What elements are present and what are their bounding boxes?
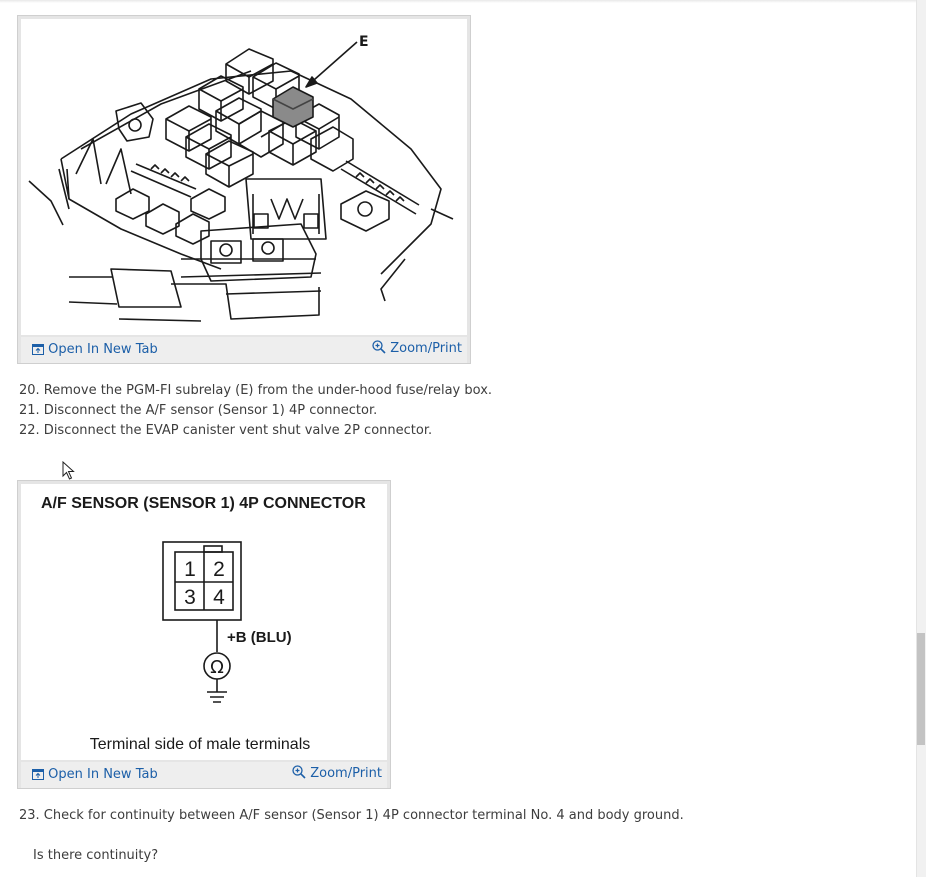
connector-illustration[interactable] <box>21 484 387 760</box>
mouse-cursor-icon <box>62 461 76 481</box>
step-20: 20. Remove the PGM-FI subrelay (E) from the under-hood fuse/relay box. <box>19 383 493 398</box>
zoom-print-link[interactable] <box>292 765 382 781</box>
connector-figure <box>17 480 391 789</box>
fuse-box-figure <box>17 15 471 364</box>
header-shadow <box>0 0 916 3</box>
figure-toolbar <box>21 337 467 363</box>
zoom-print-label: Zoom/Print <box>390 341 462 356</box>
vertical-scrollbar[interactable] <box>916 0 926 877</box>
zoom-print-label: Zoom/Print <box>310 766 382 781</box>
fuse-box-illustration[interactable] <box>21 19 467 335</box>
open-in-new-tab-link[interactable] <box>32 767 158 782</box>
ohmmeter-icon: Ω <box>210 657 224 678</box>
continuity-question: Is there continuity? <box>33 848 159 863</box>
pin-4: 4 <box>213 586 225 609</box>
step-23: 23. Check for continuity between A/F sensor (Sensor 1) 4P connector terminal No. 4 and body ground. <box>19 808 684 823</box>
open-in-new-tab-link[interactable] <box>32 342 158 357</box>
open-in-new-tab-label: Open In New Tab <box>48 767 158 782</box>
new-tab-icon <box>32 344 44 355</box>
new-tab-icon <box>32 769 44 780</box>
probe-label: +B (BLU) <box>227 629 292 646</box>
zoom-in-icon <box>372 340 386 354</box>
zoom-in-icon <box>292 765 306 779</box>
zoom-print-link[interactable] <box>372 340 462 356</box>
connector-caption: Terminal side of male terminals <box>89 736 311 753</box>
step-22: 22. Disconnect the EVAP canister vent shut valve 2P connector. <box>19 423 433 438</box>
pin-2: 2 <box>213 558 225 581</box>
pin-1: 1 <box>184 558 196 581</box>
fuse-box-drawing <box>21 19 467 335</box>
connector-title: A/F SENSOR (SENSOR 1) 4P CONNECTOR <box>41 495 366 512</box>
open-in-new-tab-label: Open In New Tab <box>48 342 158 357</box>
figure-toolbar <box>21 762 387 788</box>
pin-3: 3 <box>184 586 196 609</box>
relay-callout-label: E <box>359 34 369 50</box>
connector-drawing <box>21 484 387 760</box>
step-21: 21. Disconnect the A/F sensor (Sensor 1) 4P connector. <box>19 403 378 418</box>
scrollbar-thumb[interactable] <box>917 633 925 745</box>
